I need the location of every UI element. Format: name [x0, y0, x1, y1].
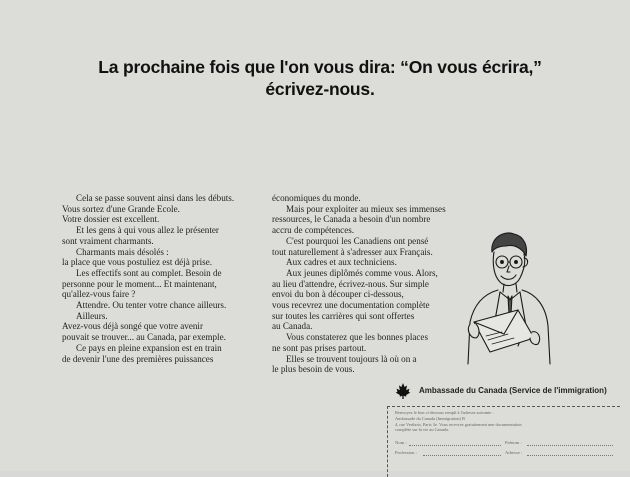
body-line: Cela se passe souvent ainsi dans les débuts. [76, 193, 235, 203]
coupon-instruction-line: Renvoyez le bon ci-dessous rempli à l'adresse suivante : [395, 410, 494, 415]
headline [60, 56, 580, 100]
body-line: Vous sortez d'une Grande Ecole. [62, 203, 180, 214]
coupon-field-profession-line[interactable] [423, 454, 501, 456]
response-coupon [383, 376, 623, 471]
coupon-field-adresse-line[interactable] [527, 454, 613, 456]
coupon-field-adresse-label: Adresse : [505, 450, 523, 455]
coupon-instruction-line: 4, rue Vertbois, Paris 3e. Vous recevrez gratuitement une documentation [395, 421, 522, 427]
body-line: Aux jeunes diplômés comme vous. Alors, [286, 267, 438, 278]
body-line: le plus besoin de vous. [272, 364, 355, 375]
coupon-field-prenom-line[interactable] [527, 444, 613, 446]
coupon-field-nom-line[interactable] [409, 444, 501, 446]
body-line: Vous constaterez que les bonnes places [286, 332, 429, 343]
body-line: Avez-vous déjà songé que votre avenir [62, 321, 203, 332]
body-line: économiques du monde. [272, 193, 361, 203]
body-line: Elles se trouvent toujours là où on a [286, 353, 417, 364]
coupon-header [391, 382, 621, 402]
coupon-field-profession-label: Profession : [395, 450, 417, 455]
coupon-instructions [395, 410, 605, 433]
body-line: Ce pays en pleine expansion est en train [76, 342, 222, 353]
body-line: sur toutes les carrières qui sont offertes [272, 310, 415, 321]
headline-line-2: écrivez-nous. [265, 79, 375, 99]
body-line: sont vraiment charmants. [62, 235, 154, 246]
body-line: la place que vous postuliez est déjà prise. [62, 257, 212, 268]
body-line: Les effectifs sont au complet. Besoin de [76, 267, 222, 278]
body-line: Aux cadres et aux techniciens. [286, 257, 397, 268]
body-line: au lieu d'attendre, écrivez-nous. Sur simple [272, 278, 429, 289]
body-line: ressources, le Canada a besoin d'un nombre [272, 214, 431, 225]
body-line: au Canada. [272, 321, 313, 332]
coupon-field-prenom-label: Prénom : [505, 440, 522, 445]
coupon-title: Ambassade du Canada (Service de l'immigration) [419, 386, 607, 395]
body-line: Votre dossier est excellent. [62, 214, 160, 225]
body-line: Attendre. Ou tenter votre chance ailleurs. [76, 300, 227, 311]
maple-leaf-icon [395, 382, 411, 400]
body-line: envoi du bon à découper ci-dessous, [272, 289, 404, 300]
coupon-instruction-line: complète sur la vie au Canada. [395, 427, 449, 433]
body-line: Charmants mais désolés : [76, 246, 169, 257]
body-line: pouvait se trouver... au Canada, par exemple. [62, 332, 226, 343]
body-line: Ailleurs. [76, 310, 108, 321]
body-line: Et les gens à qui vous allez le présenter [76, 225, 219, 236]
coupon-instruction-line: Ambassade du Canada (Immigration) B [395, 415, 465, 421]
body-column-middle [272, 193, 477, 375]
coupon-field-nom-label: Nom : [395, 440, 407, 445]
headline-line-1: La prochaine fois que l'on vous dira: “On vous écrira,” [98, 57, 542, 77]
body-line: de devenir l'une des premières puissances [62, 353, 214, 364]
body-line: tout naturellement à s'adresser aux Français. [272, 246, 433, 257]
body-line: personne pour le moment... Et maintenant, [62, 278, 217, 289]
body-column-left [62, 193, 262, 364]
body-line: Mais pour exploiter au mieux ses immenses [286, 203, 446, 214]
body-line: accru de compétences. [272, 225, 355, 236]
man-reading-letter-illustration [456, 226, 556, 366]
body-line: qu'allez-vous faire ? [62, 289, 136, 300]
body-line: vous recevrez une documentation complète [272, 300, 430, 311]
body-line: ne sont pas prises partout. [272, 342, 367, 353]
body-line: C'est pourquoi les Canadiens ont pensé [286, 235, 429, 246]
